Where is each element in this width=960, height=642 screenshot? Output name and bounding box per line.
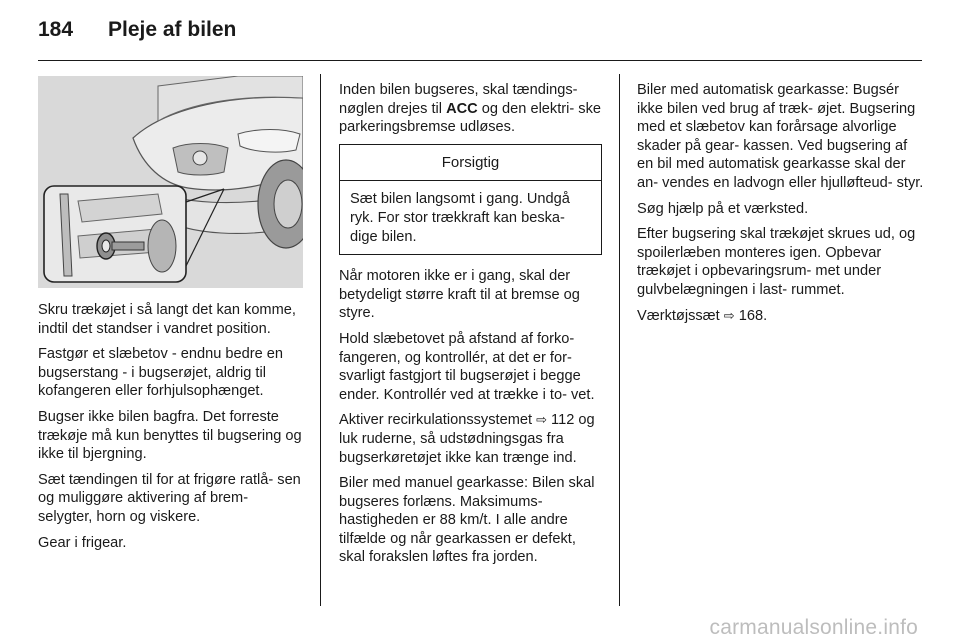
paragraph: Gear i frigear. xyxy=(38,534,127,551)
column-3 xyxy=(637,81,927,332)
paragraph: Når motoren ikke er i gang, skal der betydeligt større kraft til at bremse og styre. xyxy=(339,268,580,322)
acc-label: ACC xyxy=(446,100,478,117)
paragraph: Inden bilen bugseres, skal tændings- nøglen drejes til ACC og den elektri- ske parkeringsbremse udløses. xyxy=(339,82,602,136)
paragraph: Biler med manuel gearkasse: Bilen skal bugseres forlæns. Maksimums- hastigheden er 88 km/t. I alle andre tilfælde og når gearkassen er defekt, skal forakslen løftes fra jorden. xyxy=(339,475,595,566)
page-header xyxy=(38,18,236,42)
caution-text: Sæt bilen langsomt i gang. Undgå ryk. For stor trækkraft kan beska- dige bilen. xyxy=(350,191,570,245)
paragraph: Hold slæbetovet på afstand af forko- fangeren, og kontrollér, at det er for- svarligt fastgjort til bugserøjet i begge ender. Kontrollér ved at trække i to- vet. xyxy=(339,330,595,403)
paragraph: Fastgør et slæbetov - endnu bedre en bugserstang - i bugserøjet, aldrig til kofangeren eller forhjulsophænget. xyxy=(38,346,283,400)
watermark: carmanualsonline.info xyxy=(709,616,918,639)
page-reference: 168 xyxy=(738,307,764,324)
paragraph: Bugser ikke bilen bagfra. Det forreste trækøje må kun benyttes til bugsering og ikke til bjergning. xyxy=(38,408,302,463)
column-divider xyxy=(320,74,321,606)
paragraph: Efter bugsering skal trækøjet skrues ud, og spoilerlæben monteres igen. Opbevar trækøjet i opbevaringsrum- met under gulvbelægningen i last- rummet. xyxy=(637,226,916,298)
page-reference: 112 xyxy=(551,412,575,429)
caution-box xyxy=(339,144,602,255)
arrow-right-outline-icon: ⇨ xyxy=(536,412,547,428)
header-rule xyxy=(38,60,922,61)
car-front-drawing xyxy=(38,76,303,288)
towing-eye-illustration xyxy=(38,76,303,288)
paragraph: Skru trækøjet i så langt det kan komme, indtil det standser i vandret position. xyxy=(38,302,296,337)
page-number: 184 xyxy=(38,18,74,41)
arrow-right-outline-icon: ⇨ xyxy=(723,307,735,323)
page-title: Pleje af bilen xyxy=(108,18,237,41)
paragraph: Søg hjælp på et værksted. xyxy=(637,200,809,217)
paragraph: Biler med automatisk gearkasse: Bugsér ikke bilen ved brug af træk- øjet. Bugsering med et slæbetov kan forårsage alvorlige skader på gear- kassen. Ved bugsering af en bil med automatisk gearkasse skal der an- vendes en ladvogn eller hjulløfteud- styr. xyxy=(637,82,924,191)
column-2 xyxy=(339,81,602,574)
paragraph: Værktøjssæt ⇨ 168. xyxy=(637,307,768,324)
column-divider xyxy=(619,74,620,606)
column-1 xyxy=(38,301,303,559)
paragraph: Sæt tændingen til for at frigøre ratlå- sen og muliggøre aktivering af brem- selygter, horn og viskere. xyxy=(38,471,301,525)
caution-title: Forsigtig xyxy=(340,145,601,182)
paragraph: Aktiver recirkulationssystemet ⇨ 112 og luk ruderne, så udstødningsgas fra bugserkøretøjet ikke kan trænge ind. xyxy=(339,412,595,466)
